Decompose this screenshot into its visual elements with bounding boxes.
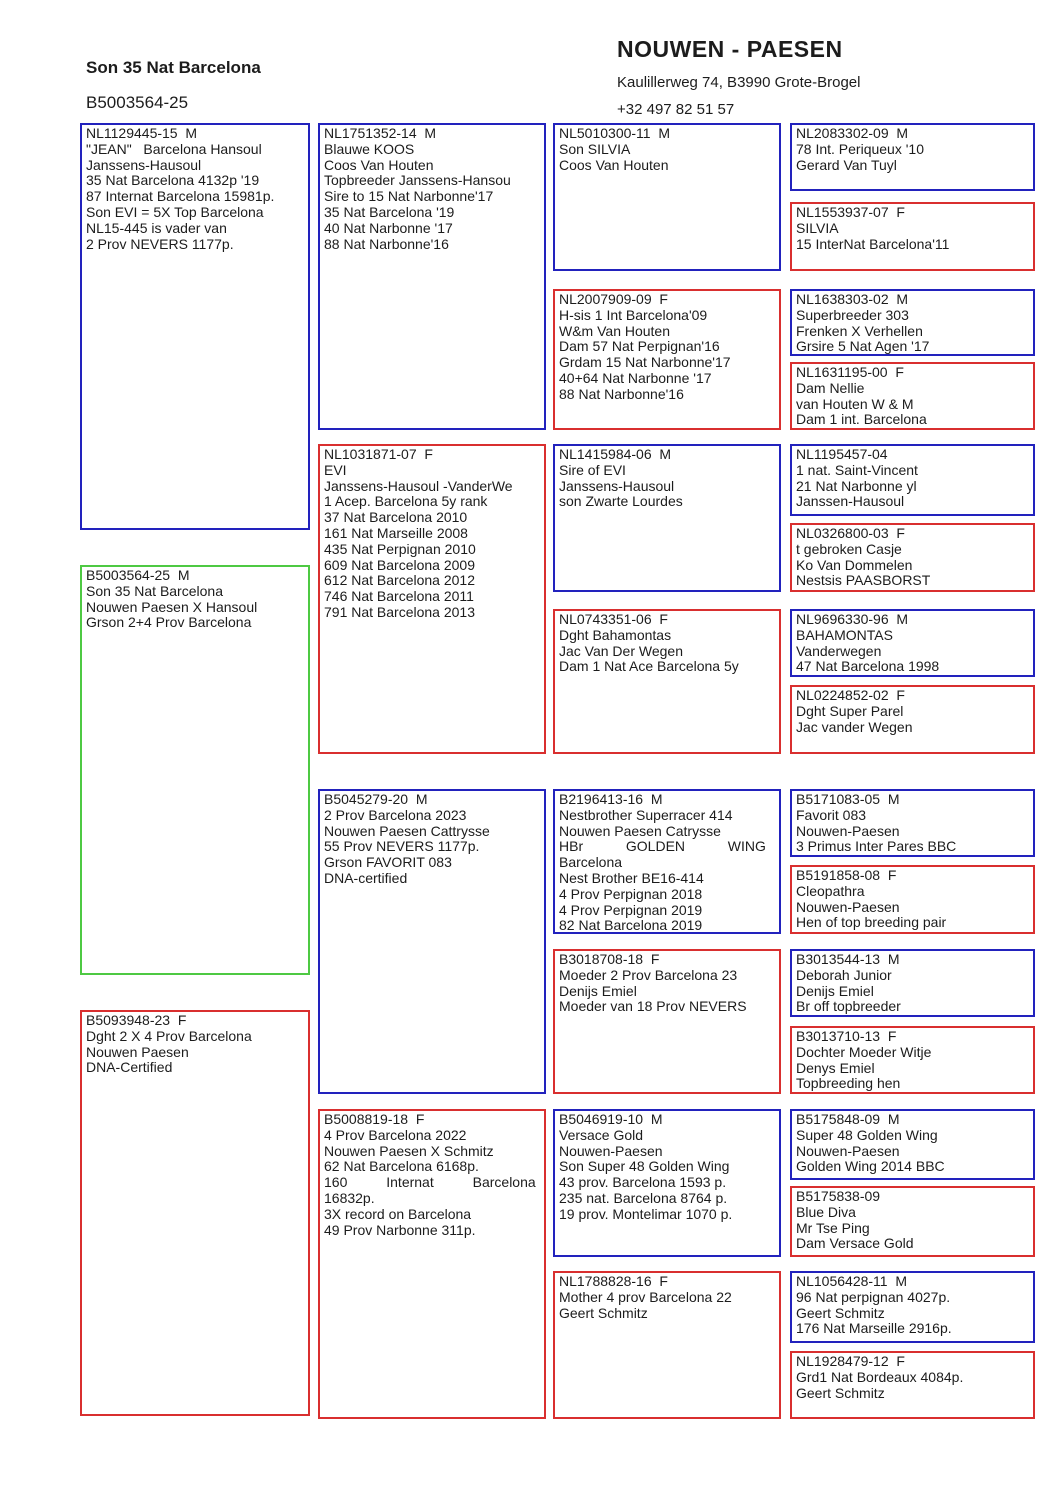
pedigree-line: Son EVI = 5X Top Barcelona: [86, 203, 264, 220]
pedigree-line: Hen of top breeding pair: [796, 914, 947, 931]
pedigree-line: Vanderwegen: [796, 642, 882, 659]
pedigree-line: B5175838-09: [796, 1188, 881, 1204]
pedigree-line: B5046919-10 M: [559, 1111, 663, 1127]
pedigree-line: Dght Bahamontas: [559, 626, 672, 643]
pedigree-line: 4 Prov Perpignan 2018: [559, 885, 703, 902]
pedigree-box-gggp4: [790, 362, 1035, 430]
pedigree-box-grandsire-paternal: [318, 123, 546, 430]
pedigree-line: 88 Nat Narbonne'16: [324, 235, 449, 252]
pedigree-line: 612 Nat Barcelona 2012: [324, 572, 475, 589]
pedigree-box-gggp2: [790, 202, 1035, 271]
pedigree-line: Moeder van 18 Prov NEVERS: [559, 998, 747, 1015]
pedigree-line: 47 Nat Barcelona 1998: [796, 658, 940, 675]
pedigree-box-ggp2: [553, 289, 781, 430]
pedigree-line: 4 Prov Perpignan 2019: [559, 901, 703, 918]
pedigree-line: Dam 1 Nat Ace Barcelona 5y: [559, 658, 739, 675]
pedigree-line: t gebroken Casje: [796, 540, 902, 557]
pedigree-line: 161 Nat Marseille 2008: [324, 524, 468, 541]
pedigree-line: 4 Prov Barcelona 2022: [324, 1126, 467, 1143]
pedigree-box-grandsire-maternal: [318, 789, 546, 1094]
pedigree-line: Moeder 2 Prov Barcelona 23: [559, 966, 738, 983]
pedigree-line: Nouwen-Paesen: [559, 1142, 663, 1159]
pedigree-line: 88 Nat Narbonne'16: [559, 385, 684, 402]
subject-ring-number: B5003564-25: [86, 93, 189, 112]
pedigree-box-ggp6: [553, 949, 781, 1094]
header-loft-block: [617, 36, 860, 118]
pedigree-line: Grd1 Nat Bordeaux 4084p.: [796, 1368, 964, 1385]
pedigree-box-subject: [80, 565, 310, 975]
pedigree-line: NL1129445-15 M: [86, 125, 198, 141]
pedigree-box-gggp8: [790, 685, 1035, 754]
pedigree-line: B5171083-05 M: [796, 791, 900, 807]
pedigree-box-sire: [80, 123, 310, 530]
pedigree-line: SILVIA: [796, 219, 839, 236]
pedigree-line: 82 Nat Barcelona 2019: [559, 917, 703, 934]
pedigree-line: Mother 4 prov Barcelona 22: [559, 1288, 732, 1305]
pedigree-line: NL9696330-96 M: [796, 611, 909, 627]
pedigree-line: NL0326800-03 F: [796, 525, 905, 541]
pedigree-line: 78 Int. Periqueux '10: [796, 140, 924, 157]
pedigree-line: B3013544-13 M: [796, 951, 900, 967]
pedigree-line: Janssens-Hausoul -VanderWe: [324, 477, 513, 494]
pedigree-box-granddam-paternal: [318, 444, 546, 754]
pedigree-line: Cleopathra: [796, 882, 865, 899]
pedigree-line: Nouwen Paesen X Schmitz: [324, 1142, 494, 1159]
pedigree-line: 49 Prov Narbonne 311p.: [324, 1221, 476, 1238]
pedigree-line: 1 nat. Saint-Vincent: [796, 461, 918, 478]
pedigree-line: B5045279-20 M: [324, 791, 428, 807]
pedigree-line: 19 prov. Montelimar 1070 p.: [559, 1205, 733, 1222]
pedigree-line: Nouwen-Paesen: [796, 1142, 900, 1159]
pedigree-line: Dam 57 Nat Perpignan'16: [559, 338, 720, 355]
pedigree-box-ggp3: [553, 444, 781, 592]
pedigree-line: B5175848-09 M: [796, 1111, 900, 1127]
pedigree-box-ggp4: [553, 609, 781, 754]
pedigree-line: NL2007909-09 F: [559, 291, 668, 307]
pedigree-box-gggp1: [790, 123, 1035, 191]
pedigree-line: 35 Nat Barcelona '19: [324, 203, 455, 220]
pedigree-box-gggp5: [790, 444, 1035, 516]
pedigree-line: Dght 2 X 4 Prov Barcelona: [86, 1027, 252, 1044]
header-subject-block: [86, 58, 261, 113]
pedigree-box-dam: [80, 1010, 310, 1416]
pedigree-line: NL15-445 is vader van: [86, 219, 227, 236]
pedigree-line: B5191858-08 F: [796, 867, 897, 883]
pedigree-line: NL0743351-06 F: [559, 611, 668, 627]
pedigree-line: 15 InterNat Barcelona'11: [796, 235, 950, 252]
pedigree-line: 435 Nat Perpignan 2010: [324, 540, 476, 557]
pedigree-box-ggp5: [553, 789, 781, 934]
pedigree-line: Grdam 15 Nat Narbonne'17: [559, 354, 731, 371]
pedigree-line: 235 nat. Barcelona 8764 p.: [559, 1189, 728, 1206]
pedigree-line: Son 35 Nat Barcelona: [86, 582, 223, 599]
pedigree-line: NL2083302-09 M: [796, 125, 909, 141]
pedigree-box-gggp13: [790, 1109, 1035, 1180]
pedigree-line: Dochter Moeder Witje: [796, 1043, 932, 1060]
pedigree-line: Deborah Junior: [796, 966, 892, 983]
pedigree-box-granddam-maternal: [318, 1109, 546, 1419]
pedigree-line: Blauwe KOOS: [324, 140, 415, 157]
pedigree-line: Nestsis PAASBORST: [796, 572, 931, 589]
page-title: Son 35 Nat Barcelona: [86, 58, 261, 77]
pedigree-line: Frenken X Verhellen: [796, 322, 923, 339]
pedigree-line: 40 Nat Narbonne '17: [324, 219, 453, 236]
pedigree-line: Blue Diva: [796, 1203, 856, 1220]
pedigree-box-gggp16: [790, 1351, 1035, 1419]
pedigree-box-gggp10: [790, 865, 1035, 934]
pedigree-line: 2 Prov NEVERS 1177p.: [86, 235, 234, 252]
pedigree-line: HBr GOLDEN WING: [559, 838, 766, 855]
pedigree-line: 96 Nat perpignan 4027p.: [796, 1288, 951, 1305]
pedigree-line: Nouwen-Paesen: [796, 898, 900, 915]
pedigree-line: 37 Nat Barcelona 2010: [324, 509, 468, 526]
pedigree-box-gggp12: [790, 1026, 1035, 1094]
pedigree-box-gggp9: [790, 789, 1035, 857]
pedigree-line: Favorit 083: [796, 806, 867, 823]
pedigree-line: Nouwen Paesen X Hansoul: [86, 598, 258, 615]
pedigree-line: Topbreeder Janssens-Hansou: [324, 172, 511, 189]
pedigree-line: NL1638303-02 M: [796, 291, 909, 307]
pedigree-line: Coos Van Houten: [324, 156, 434, 173]
pedigree-line: 746 Nat Barcelona 2011: [324, 588, 474, 605]
pedigree-line: Grsire 5 Nat Agen '17: [796, 338, 930, 355]
pedigree-line: Son Super 48 Golden Wing: [559, 1158, 730, 1175]
pedigree-line: Nest Brother BE16-414: [559, 869, 704, 886]
loft-name: NOUWEN - PAESEN: [617, 36, 843, 62]
pedigree-line: Geert Schmitz: [796, 1304, 885, 1321]
pedigree-box-gggp11: [790, 949, 1035, 1017]
pedigree-line: Denijs Emiel: [796, 982, 874, 999]
pedigree-line: Nouwen Paesen Cattrysse: [324, 822, 490, 839]
pedigree-line: Grson FAVORIT 083: [324, 854, 452, 871]
pedigree-line: Grson 2+4 Prov Barcelona: [86, 614, 252, 631]
pedigree-line: Denys Emiel: [796, 1059, 875, 1076]
pedigree-line: NL1415984-06 M: [559, 446, 672, 462]
pedigree-line: Barcelona: [559, 854, 623, 871]
pedigree-line: NL1056428-11 M: [796, 1273, 908, 1289]
pedigree-line: NL1788828-16 F: [559, 1273, 668, 1289]
pedigree-line: Golden Wing 2014 BBC: [796, 1158, 945, 1175]
pedigree-line: Topbreeding hen: [796, 1075, 901, 1092]
pedigree-line: Dam 1 int. Barcelona: [796, 411, 927, 428]
pedigree-line: 160 Internat Barcelona: [324, 1174, 536, 1191]
pedigree-box-ggp1: [553, 123, 781, 271]
pedigree-line: Sire to 15 Nat Narbonne'17: [324, 188, 494, 205]
pedigree-box-gggp14: [790, 1186, 1035, 1257]
pedigree-line: 3 Primus Inter Pares BBC: [796, 838, 957, 855]
pedigree-line: 609 Nat Barcelona 2009: [324, 556, 475, 573]
pedigree-line: Nouwen Paesen: [86, 1043, 189, 1060]
pedigree-line: Geert Schmitz: [796, 1384, 885, 1401]
pedigree-line: B3018708-18 F: [559, 951, 660, 967]
pedigree-line: B5008819-18 F: [324, 1111, 425, 1127]
pedigree-line: B5093948-23 F: [86, 1012, 187, 1028]
pedigree-line: Jac vander Wegen: [796, 718, 913, 735]
pedigree-line: Super 48 Golden Wing: [796, 1126, 938, 1143]
pedigree-line: 16832p.: [324, 1189, 375, 1206]
loft-phone: +32 497 82 51 57: [617, 101, 735, 118]
pedigree-line: B3013710-13 F: [796, 1028, 897, 1044]
pedigree-box-gggp15: [790, 1271, 1035, 1343]
pedigree-line: Dght Super Parel: [796, 702, 904, 719]
pedigree-line: 87 Internat Barcelona 15981p.: [86, 188, 275, 205]
pedigree-box-gggp6: [790, 523, 1035, 592]
pedigree-line: Geert Schmitz: [559, 1304, 648, 1321]
pedigree-line: 21 Nat Narbonne yl: [796, 477, 917, 494]
pedigree-line: NL1553937-07 F: [796, 204, 905, 220]
pedigree-line: B5003564-25 M: [86, 567, 190, 583]
pedigree-line: Janssens-Hausoul: [86, 156, 202, 173]
pedigree-box-gggp7: [790, 609, 1035, 677]
pedigree-line: Mr Tse Ping: [796, 1219, 870, 1236]
pedigree-line: 176 Nat Marseille 2916p.: [796, 1320, 952, 1337]
pedigree-line: NL1631195-00 F: [796, 364, 904, 380]
pedigree-line: Gerard Van Tuyl: [796, 156, 897, 173]
pedigree-line: Ko Van Dommelen: [796, 556, 913, 573]
pedigree-line: Coos Van Houten: [559, 156, 669, 173]
pedigree-line: Son SILVIA: [559, 140, 631, 157]
pedigree-line: van Houten W & M: [796, 395, 914, 412]
pedigree-line: NL1195457-04: [796, 446, 888, 462]
pedigree-line: "JEAN" Barcelona Hansoul: [86, 140, 262, 157]
pedigree-line: 3X record on Barcelona: [324, 1205, 472, 1222]
pedigree-line: H-sis 1 Int Barcelona'09: [559, 306, 708, 323]
pedigree-line: Denijs Emiel: [559, 982, 637, 999]
pedigree-line: 791 Nat Barcelona 2013: [324, 603, 475, 620]
pedigree-line: Nouwen-Paesen: [796, 822, 900, 839]
pedigree-line: DNA-certified: [324, 869, 408, 886]
pedigree-line: W&m Van Houten: [559, 322, 671, 339]
pedigree-line: DNA-Certified: [86, 1059, 173, 1076]
pedigree-line: Br off topbreeder: [796, 998, 901, 1015]
pedigree-line: NL1751352-14 M: [324, 125, 437, 141]
pedigree-line: EVI: [324, 461, 347, 478]
pedigree-box-ggp7: [553, 1109, 781, 1257]
pedigree-line: 55 Prov NEVERS 1177p.: [324, 838, 480, 855]
pedigree-line: 40+64 Nat Narbonne '17: [559, 369, 712, 386]
pedigree-line: Versace Gold: [559, 1126, 644, 1143]
pedigree-line: Janssens-Hausoul: [559, 477, 675, 494]
pedigree-line: NL1928479-12 F: [796, 1353, 905, 1369]
pedigree-line: Dam Versace Gold: [796, 1235, 914, 1252]
pedigree-line: 43 prov. Barcelona 1593 p.: [559, 1174, 727, 1191]
pedigree-line: NL5010300-11 M: [559, 125, 671, 141]
pedigree-line: 2 Prov Barcelona 2023: [324, 806, 467, 823]
pedigree-line: 35 Nat Barcelona 4132p '19: [86, 172, 260, 189]
pedigree-line: Superbreeder 303: [796, 306, 909, 323]
pedigree-line: Janssen-Hausoul: [796, 493, 905, 510]
pedigree-line: 1 Acep. Barcelona 5y rank: [324, 493, 488, 510]
pedigree-line: Nestbrother Superracer 414: [559, 806, 733, 823]
pedigree-line: BAHAMONTAS: [796, 626, 893, 643]
pedigree-line: NL1031871-07 F: [324, 446, 433, 462]
pedigree-box-gggp3: [790, 289, 1035, 356]
pedigree-line: Nouwen Paesen Catrysse: [559, 822, 721, 839]
pedigree-line: Jac Van Der Wegen: [559, 642, 683, 659]
pedigree-line: son Zwarte Lourdes: [559, 493, 683, 510]
pedigree-line: 62 Nat Barcelona 6168p.: [324, 1158, 479, 1175]
pedigree-box-ggp8: [553, 1271, 781, 1419]
pedigree-line: NL0224852-02 F: [796, 687, 905, 703]
pedigree-line: B2196413-16 M: [559, 791, 663, 807]
loft-address: Kaulillerweg 74, B3990 Grote-Brogel: [617, 74, 861, 91]
pedigree-line: Dam Nellie: [796, 379, 865, 396]
pedigree-line: Sire of EVI: [559, 461, 626, 478]
